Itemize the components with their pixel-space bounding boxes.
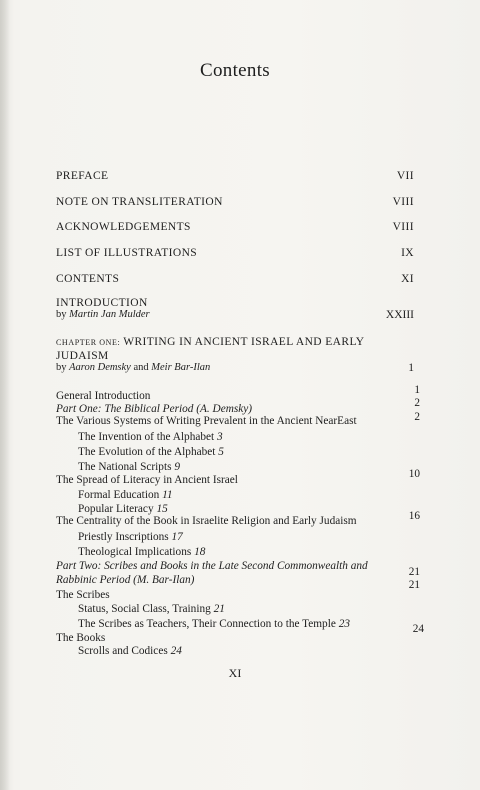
author-name: Aaron Demsky xyxy=(69,362,131,373)
toc-entry: The Spread of Literacy in Ancient Israel xyxy=(56,474,238,486)
toc-entry: The Centrality of the Book in Israelite Religion and Early Judaism xyxy=(56,515,357,527)
author-name: Meir Bar-Ilan xyxy=(151,362,211,373)
toc-page: 2 xyxy=(414,397,420,409)
subentry-title: Formal Education xyxy=(78,489,160,501)
toc-entry: The Books xyxy=(56,632,106,644)
toc-page: VIII xyxy=(392,221,414,233)
toc-page: 21 xyxy=(408,579,420,591)
toc-subentry xyxy=(78,461,180,473)
author-name: Martin Jan Mulder xyxy=(69,309,150,320)
toc-subentry xyxy=(78,603,225,615)
subentry-title: The Evolution of the Alphabet xyxy=(78,446,216,458)
introduction-byline xyxy=(56,309,150,320)
toc-subentry xyxy=(78,489,173,501)
subentry-page: 11 xyxy=(162,489,173,501)
toc-entry: General Introduction xyxy=(56,390,151,402)
toc-subentry xyxy=(78,531,183,543)
subentry-page: 21 xyxy=(213,603,225,615)
subentry-page: 24 xyxy=(170,645,182,657)
toc-subentry xyxy=(78,645,182,657)
subentry-page: 9 xyxy=(174,461,180,473)
toc-label: PREFACE xyxy=(56,170,109,182)
toc-entry-part-one: Part One: The Biblical Period (A. Demsky) xyxy=(56,403,253,415)
toc-entry: The Various Systems of Writing Prevalent in the Ancient NearEast xyxy=(56,415,357,427)
chapter-title-line2: JUDAISM xyxy=(56,350,109,362)
toc-label: LIST OF ILLUSTRATIONS xyxy=(56,247,198,259)
toc-page: VIII xyxy=(392,196,414,208)
toc-subentry xyxy=(78,618,350,630)
toc-page: 1 xyxy=(408,362,414,374)
subentry-title: The National Scripts xyxy=(78,461,172,473)
toc-label: ACKNOWLEDGEMENTS xyxy=(56,221,191,233)
subentry-page: 17 xyxy=(171,531,183,543)
chapter-one-title xyxy=(56,336,364,348)
toc-entry-part-two-cont: Rabbinic Period (M. Bar-Ilan) xyxy=(56,574,195,586)
toc-page: 10 xyxy=(408,468,420,480)
chapter-title-line1: WRITING IN ANCIENT ISRAEL AND EARLY xyxy=(123,336,365,348)
toc-label: INTRODUCTION xyxy=(56,297,148,309)
toc-label: NOTE ON TRANSLITERATION xyxy=(56,196,223,208)
toc-page: VII xyxy=(396,170,414,182)
page-title: Contents xyxy=(200,60,270,81)
toc-entry: The Scribes xyxy=(56,589,110,601)
toc-page: 2 xyxy=(414,411,420,423)
subentry-title: The Scribes as Teachers, Their Connection to the Temple xyxy=(78,618,336,630)
subentry-page: 3 xyxy=(216,431,223,443)
toc-subentry xyxy=(78,446,224,458)
subentry-title: Scrolls and Codices xyxy=(78,645,168,657)
subentry-title: Theological Implications xyxy=(78,546,192,558)
toc-page: 16 xyxy=(408,510,420,522)
toc-page: 1 xyxy=(414,384,420,396)
subentry-title: Priestly Inscriptions xyxy=(78,531,169,543)
toc-subentry xyxy=(78,546,205,558)
chapter-one-byline xyxy=(56,362,210,373)
and-word: and xyxy=(133,362,149,373)
toc-page: IX xyxy=(401,247,414,259)
subentry-title: Popular Literacy xyxy=(78,503,154,515)
subentry-page: 15 xyxy=(156,503,168,515)
toc-page: 21 xyxy=(408,566,420,578)
toc-entry-part-two: Part Two: Scribes and Books in the Late Second Commonwealth and xyxy=(56,560,368,572)
toc-page: XI xyxy=(401,273,414,285)
chapter-prefix: CHAPTER ONE: xyxy=(56,338,121,347)
page-number-footer: XI xyxy=(228,666,242,680)
subentry-page: 5 xyxy=(218,446,224,458)
subentry-title: The Invention of the Alphabet xyxy=(78,431,215,443)
subentry-page: 18 xyxy=(194,546,206,558)
by-word: by xyxy=(56,309,67,320)
toc-subentry xyxy=(78,503,168,515)
toc-page: XXIII xyxy=(385,309,414,321)
toc-page: 24 xyxy=(412,623,424,635)
toc-label: CONTENTS xyxy=(56,273,120,285)
subentry-page: 23 xyxy=(338,618,350,630)
subentry-title: Status, Social Class, Training xyxy=(78,603,211,615)
toc-subentry xyxy=(78,431,223,443)
by-word: by xyxy=(56,362,67,373)
